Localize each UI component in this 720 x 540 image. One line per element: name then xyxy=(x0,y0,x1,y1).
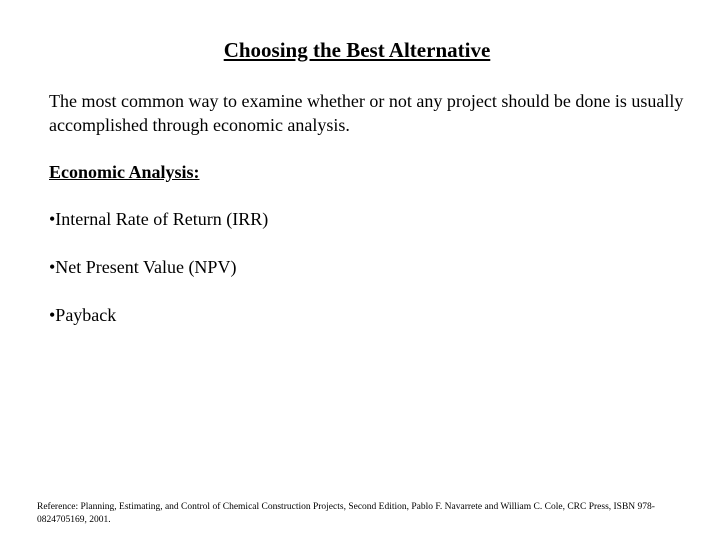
bullet-irr: •Internal Rate of Return (IRR) xyxy=(49,209,269,229)
economic-analysis-list xyxy=(49,207,268,327)
intro-paragraph: The most common way to examine whether or not any project should be done is usually accomplished through economic analysis. xyxy=(49,91,684,135)
slide-title: Choosing the Best Alternative xyxy=(223,38,491,62)
reference-footnote: Reference: Planning, Estimating, and Control of Chemical Construction Projects, Second Edition, Pablo F. Navarrete and William C. Cole, CRC Press, ISBN 978-0824705169, 2001. xyxy=(37,502,655,525)
bullet-payback: •Payback xyxy=(49,305,117,325)
section-heading: Economic Analysis: xyxy=(49,162,200,182)
bullet-npv: •Net Present Value (NPV) xyxy=(49,257,237,277)
